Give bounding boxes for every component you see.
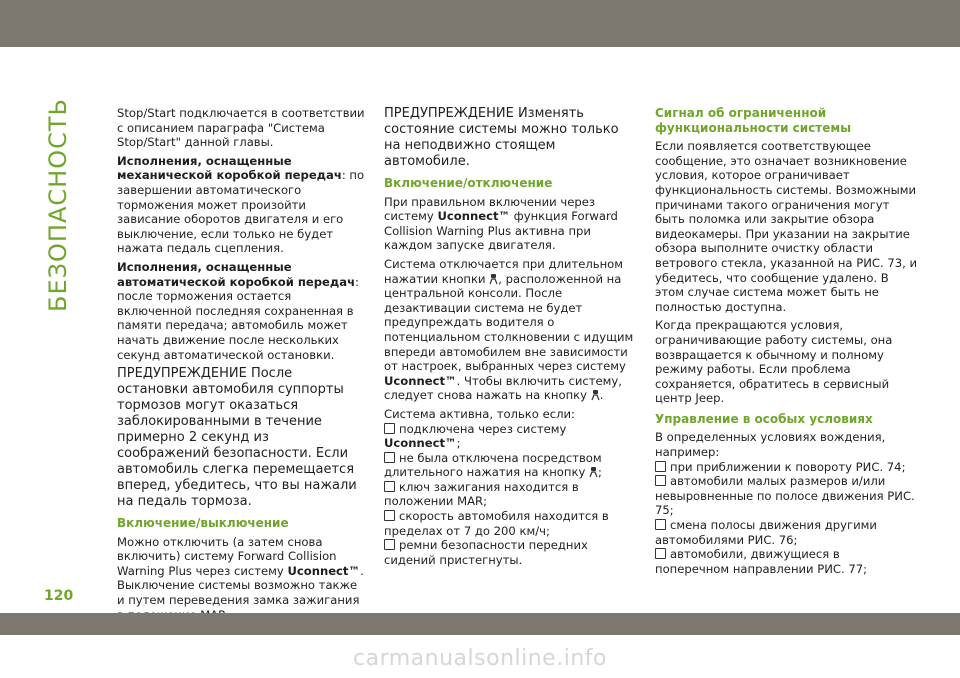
paragraph-text: . Выключение системы возможно также и путем переведения замка зажигания — [117, 563, 364, 608]
list-item — [655, 547, 917, 576]
checkbox-bullet-icon — [384, 510, 395, 521]
uconnect-label: Uconnect™ — [384, 436, 457, 451]
list-item — [384, 422, 634, 451]
list-item — [384, 451, 634, 480]
page-number: 120 — [44, 588, 74, 604]
paragraph-text: При правильном включении через систему — [384, 194, 596, 224]
list-item-text: ; — [598, 465, 602, 480]
section-title: БЕЗОПАСНОСТЬ — [44, 98, 72, 312]
section-heading: Управление в особых условиях — [655, 411, 873, 426]
list-item — [384, 480, 634, 509]
list-item-text: при приближении к повороту РИС. 74; — [670, 459, 906, 474]
paragraph: Stop/Start подключается в соответствии с описанием параграфа "Система Stop/Start" данной главы. — [117, 106, 365, 150]
paragraph — [117, 154, 365, 256]
watermark-text: carmanualsonline.info — [353, 646, 607, 671]
list-item-text: подключена через систему — [399, 421, 567, 436]
checkbox-bullet-icon — [384, 423, 395, 434]
checkbox-bullet-icon — [384, 481, 395, 492]
warning-text: ПРЕДУПРЕЖДЕНИЕ Изменять состояние системы можно только на неподвижно стоящем автомобиле. — [384, 106, 619, 169]
list-item — [384, 509, 634, 538]
list-item-text: автомобили, движущиеся в поперечном направлении РИС. 77; — [655, 547, 868, 576]
paragraph-text: , расположенной на центральной консоли. После дезактивации система не будет предупреждать водителя о потенциальном столкновении с идущим впереди автомобилем вне зависимости от настроек, выбранных через систему — [384, 271, 634, 374]
list-item-text: скорость автомобиля находится в пределах от 7 до 200 км/ч; — [384, 509, 609, 538]
checkbox-bullet-icon — [655, 548, 666, 559]
paragraph-text: . Чтобы включить систему, следует снова нажать на кнопку — [384, 373, 622, 403]
list-item — [655, 460, 917, 475]
section-heading: Включение/отключение — [384, 176, 553, 190]
column-2 — [384, 106, 634, 567]
bottom-bar — [0, 613, 960, 635]
uconnect-label: Uconnect™ — [384, 373, 457, 388]
warning-text: ПРЕДУПРЕЖДЕНИЕ После остановки автомобиля суппорты тормозов могут оказаться заблокированными в течение примерно 2 секунд из соображений безопасности. Если автомобиль слегка перемещается вперед, убедитесь, что вы нажали на педаль тормоза. — [117, 366, 357, 510]
column-3 — [655, 106, 917, 576]
checkbox-bullet-icon — [384, 539, 395, 550]
paragraph: В определенных условиях вождения, например: — [655, 430, 886, 460]
paragraph-text: : после торможения остается включенной последняя сохраненная в памяти передача; автомобиль может начать движение после нескольких секунд автоматической остановки. — [117, 274, 359, 362]
list-item-text: смена полосы движения другими автомобилями РИС. 76; — [655, 518, 877, 547]
paragraph-text: : по завершении автоматического торможения может произойти зависание оборотов двигателя и его выключение, если только не будет нажата педаль сцепления. — [117, 168, 365, 256]
checkbox-bullet-icon — [655, 475, 666, 486]
list-item — [384, 538, 634, 567]
uconnect-label: Uconnect™ — [287, 563, 361, 578]
paragraph-text: . — [599, 388, 604, 403]
top-bar — [0, 0, 960, 47]
paragraph: Если появляется соответствующее сообщение, это означает возникновение условия, которое ограничивает функциональность системы. Возможными причинами такого ограничения могут быть поломка или закрытие обзора видеокамеры. При указании на закрытие обзора выполните очистку области ветрового стекла, указанной на РИС. 73, и убедитесь, что сообщение удалено. В этом случае система может быть не полностью доступна. — [655, 139, 917, 314]
list-item — [655, 518, 917, 547]
list-item-text: автомобили малых размеров и/или невыровненные по полосе движения РИС. 75; — [655, 474, 915, 518]
list-item-text: не была отключена посредством длительного нажатия на кнопку — [384, 450, 602, 480]
collision-button-icon — [589, 466, 598, 478]
section-tab — [28, 90, 88, 320]
paragraph — [117, 535, 365, 623]
checkbox-bullet-icon — [655, 519, 666, 530]
uconnect-label: Uconnect™ — [437, 209, 511, 224]
list-item-text: ; — [456, 436, 461, 451]
paragraph: Система активна, только если: — [384, 406, 575, 421]
collision-button-icon — [591, 389, 600, 401]
paragraph-text: Система отключается при длительном нажатии кнопки — [384, 256, 623, 286]
section-heading: Включение/выключение — [117, 516, 289, 531]
section-heading: Сигнал об ограниченной функциональности системы — [655, 106, 852, 135]
paragraph-text: Можно отключить (а затем снова включить) систему Forward Collision Warning Plus через систему — [117, 534, 337, 578]
checkbox-bullet-icon — [655, 461, 666, 472]
list-item — [655, 474, 917, 518]
paragraph: Когда прекращаются условия, ограничивающие работу системы, она возвращается к обычному и полному режиму работы. Если проблема сохраняется, обратитесь в сервисный центр Jeep. — [655, 318, 893, 406]
paragraph — [117, 260, 365, 362]
column-1 — [117, 106, 365, 626]
list-item-text: ремни безопасности передних сидений пристегнуты. — [384, 538, 588, 567]
bold-lead: Исполнения, оснащенные механической коробкой передач — [117, 153, 342, 183]
checkbox-bullet-icon — [384, 452, 395, 463]
bold-lead: Исполнения, оснащенные автоматической коробкой передач — [117, 259, 356, 289]
paragraph — [384, 257, 634, 403]
collision-button-icon — [489, 273, 498, 285]
list-item-text: ключ зажигания находится в положении MAR; — [384, 479, 579, 509]
paragraph-text: функция Forward Collision Warning Plus активна при каждом запуске двигателя. — [384, 209, 618, 253]
paragraph — [384, 195, 634, 253]
